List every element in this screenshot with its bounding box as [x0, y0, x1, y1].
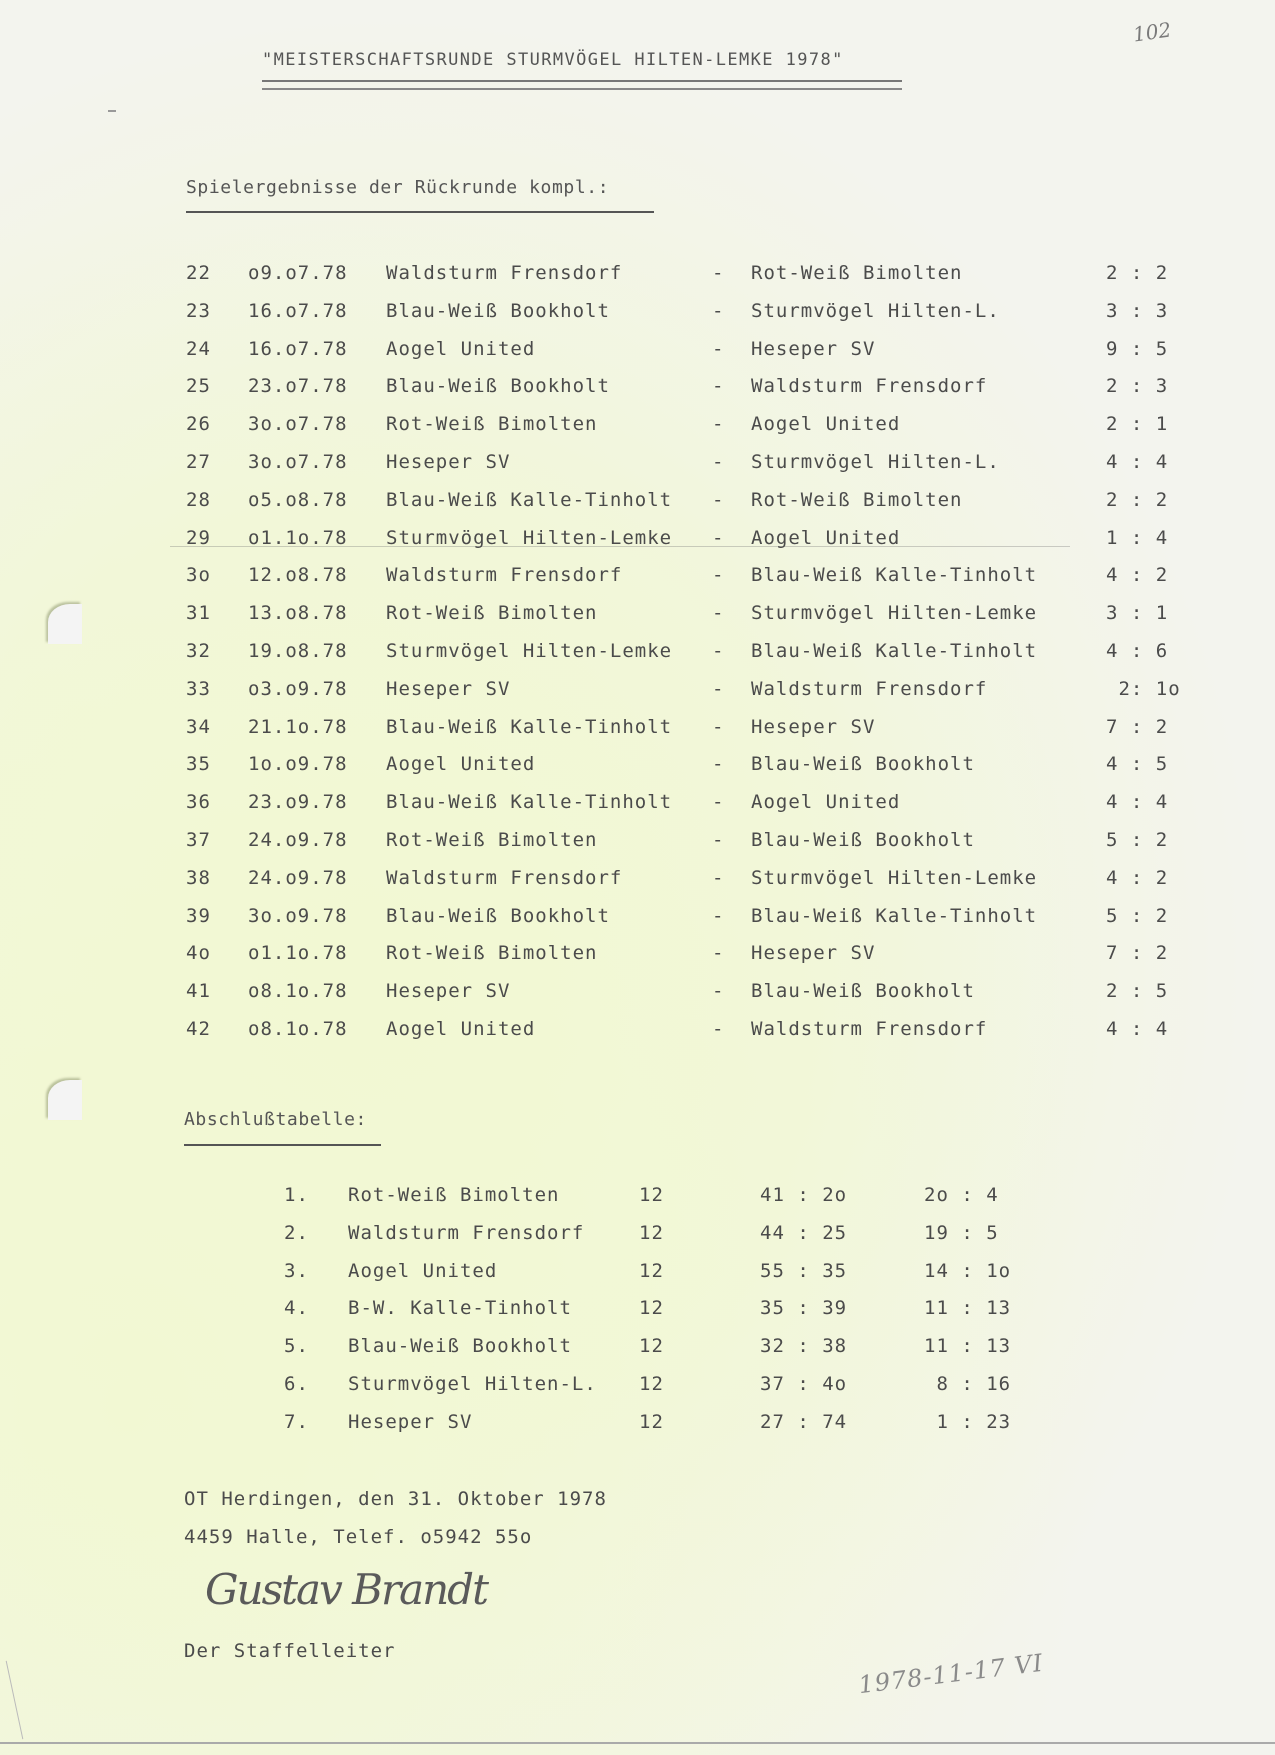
away-team: Sturmvögel Hilten-L. [751, 299, 1000, 322]
away-team: Aogel United [751, 526, 901, 549]
away-team: Blau-Weiß Bookholt [751, 828, 975, 851]
match-number: 41 [186, 980, 211, 1003]
home-team: Aogel United [386, 753, 536, 776]
match-date: 16.o7.78 [248, 299, 348, 322]
versus-dash: - [712, 715, 725, 738]
punch-hole-top [48, 604, 82, 644]
goal-difference: 41 : 2o [760, 1184, 848, 1206]
away-team: Blau-Weiß Kalle-Tinholt [751, 639, 1038, 662]
match-score: 5 : 2 [1106, 904, 1169, 927]
match-score: 3 : 1 [1106, 602, 1169, 625]
standing-rank: 2. [284, 1221, 309, 1244]
match-date: 3o.o9.78 [248, 904, 348, 927]
paper-edge-bottom [0, 1742, 1275, 1744]
match-date: 19.o8.78 [248, 639, 348, 662]
match-number: 36 [186, 791, 211, 814]
standing-team: Waldsturm Frensdorf [348, 1221, 585, 1244]
match-score: 4 : 4 [1106, 450, 1169, 473]
goal-difference: 44 : 25 [760, 1221, 848, 1244]
games-played: 12 [639, 1372, 664, 1395]
match-score: 4 : 4 [1106, 1017, 1169, 1040]
home-team: Heseper SV [386, 450, 511, 473]
match-number: 35 [186, 753, 211, 776]
away-team: Blau-Weiß Kalle-Tinholt [751, 904, 1038, 927]
away-team: Blau-Weiß Bookholt [751, 980, 975, 1003]
home-team: Blau-Weiß Kalle-Tinholt [386, 488, 673, 511]
games-played: 12 [639, 1221, 664, 1244]
match-score: 3 : 3 [1106, 299, 1169, 322]
games-played: 12 [639, 1410, 664, 1433]
games-played: 12 [639, 1259, 664, 1282]
match-number: 28 [186, 488, 211, 511]
match-number: 4o [186, 942, 211, 965]
match-number: 33 [186, 677, 211, 700]
versus-dash: - [712, 904, 725, 927]
match-score: 4 : 6 [1106, 639, 1169, 662]
match-number: 31 [186, 602, 211, 625]
match-date: o8.1o.78 [248, 1017, 348, 1040]
away-team: Blau-Weiß Bookholt [751, 753, 975, 776]
home-team: Aogel United [386, 337, 536, 360]
match-score: 2 : 2 [1106, 488, 1169, 511]
versus-dash: - [712, 828, 725, 851]
standing-team: Blau-Weiß Bookholt [348, 1335, 572, 1358]
match-date: 12.o8.78 [248, 564, 348, 587]
versus-dash: - [712, 791, 725, 814]
away-team: Blau-Weiß Kalle-Tinholt [751, 564, 1038, 587]
away-team: Rot-Weiß Bimolten [751, 262, 963, 284]
home-team: Rot-Weiß Bimolten [386, 413, 598, 436]
goal-difference: 37 : 4o [760, 1372, 848, 1395]
match-date: 23.o9.78 [248, 791, 348, 814]
match-date: 24.o9.78 [248, 866, 348, 889]
match-date: 24.o9.78 [248, 828, 348, 851]
home-team: Aogel United [386, 1017, 536, 1040]
points: 19 : 5 [924, 1221, 999, 1244]
standings-heading: Abschlußtabelle: [184, 1109, 367, 1130]
match-number: 37 [186, 828, 211, 851]
home-team: Rot-Weiß Bimolten [386, 828, 598, 851]
points: 14 : 1o [924, 1259, 1012, 1282]
points: 11 : 13 [924, 1297, 1012, 1320]
versus-dash: - [712, 753, 725, 776]
home-team: Waldsturm Frensdorf [386, 262, 623, 284]
match-date: o9.o7.78 [248, 262, 348, 284]
match-score: 4 : 4 [1106, 791, 1169, 814]
versus-dash: - [712, 639, 725, 662]
home-team: Rot-Weiß Bimolten [386, 942, 598, 965]
match-number: 34 [186, 715, 211, 738]
match-number: 22 [186, 262, 211, 284]
standing-team: B-W. Kalle-Tinholt [348, 1297, 572, 1320]
match-date: 21.1o.78 [248, 715, 348, 738]
match-date: o1.1o.78 [248, 942, 348, 965]
standing-rank: 3. [284, 1259, 309, 1282]
away-team: Waldsturm Frensdorf [751, 677, 988, 700]
away-team: Sturmvögel Hilten-Lemke [751, 602, 1038, 625]
match-score: 4 : 5 [1106, 753, 1169, 776]
goal-difference: 32 : 38 [760, 1335, 848, 1358]
away-team: Aogel United [751, 413, 901, 436]
versus-dash: - [712, 488, 725, 511]
match-date: o3.o9.78 [248, 677, 348, 700]
results-heading-underline [186, 211, 654, 213]
versus-dash: - [712, 299, 725, 322]
away-team: Heseper SV [751, 715, 876, 738]
standings-heading-underline [184, 1144, 381, 1146]
address-line: 4459 Halle, Telef. o5942 55o [184, 1526, 533, 1548]
match-score: 4 : 2 [1106, 866, 1169, 889]
match-number: 24 [186, 337, 211, 360]
match-score: 4 : 2 [1106, 564, 1169, 587]
home-team: Blau-Weiß Kalle-Tinholt [386, 791, 673, 814]
match-number: 32 [186, 639, 211, 662]
match-date: o8.1o.78 [248, 980, 348, 1003]
match-number: 38 [186, 866, 211, 889]
handwritten-archive-date: 1978-11-17 VI [856, 1648, 1045, 1700]
match-number: 27 [186, 450, 211, 473]
match-score: 5 : 2 [1106, 828, 1169, 851]
away-team: Rot-Weiß Bimolten [751, 488, 963, 511]
versus-dash: - [712, 526, 725, 549]
match-date: o1.1o.78 [248, 526, 348, 549]
match-date: 16.o7.78 [248, 337, 348, 360]
standing-rank: 4. [284, 1297, 309, 1320]
paper-edge-left [6, 1661, 24, 1739]
points: 11 : 13 [924, 1335, 1012, 1358]
match-number: 42 [186, 1017, 211, 1040]
versus-dash: - [712, 677, 725, 700]
points: 8 : 16 [924, 1372, 1012, 1395]
games-played: 12 [639, 1297, 664, 1320]
title-double-underline [262, 80, 902, 90]
versus-dash: - [712, 866, 725, 889]
home-team: Rot-Weiß Bimolten [386, 602, 598, 625]
away-team: Sturmvögel Hilten-Lemke [751, 866, 1038, 889]
versus-dash: - [712, 602, 725, 625]
home-team: Heseper SV [386, 980, 511, 1003]
stray-mark [108, 110, 116, 112]
match-number: 25 [186, 375, 211, 398]
home-team: Waldsturm Frensdorf [386, 866, 623, 889]
versus-dash: - [712, 564, 725, 587]
match-number: 26 [186, 413, 211, 436]
match-date: 23.o7.78 [248, 375, 348, 398]
home-team: Waldsturm Frensdorf [386, 564, 623, 587]
versus-dash: - [712, 942, 725, 965]
goal-difference: 27 : 74 [760, 1410, 848, 1433]
home-team: Blau-Weiß Kalle-Tinholt [386, 715, 673, 738]
punch-hole-bottom [48, 1080, 82, 1120]
away-team: Heseper SV [751, 337, 876, 360]
standing-rank: 1. [284, 1184, 309, 1206]
match-score: 2 : 1 [1106, 413, 1169, 436]
document-title: "MEISTERSCHAFTSRUNDE STURMVÖGEL HILTEN-LEMKE 1978" [262, 50, 844, 70]
standing-team: Heseper SV [348, 1410, 473, 1433]
handwritten-signature: Gustav Brandt [205, 1565, 487, 1614]
standing-team: Aogel United [348, 1259, 498, 1282]
home-team: Blau-Weiß Bookholt [386, 299, 610, 322]
results-heading: Spielergebnisse der Rückrunde kompl.: [186, 177, 610, 198]
match-date: o5.o8.78 [248, 488, 348, 511]
match-number: 29 [186, 526, 211, 549]
match-date: 3o.o7.78 [248, 450, 348, 473]
versus-dash: - [712, 375, 725, 398]
match-score: 7 : 2 [1106, 715, 1169, 738]
match-date: 3o.o7.78 [248, 413, 348, 436]
goal-difference: 35 : 39 [760, 1297, 848, 1320]
match-score: 1 : 4 [1106, 526, 1169, 549]
home-team: Sturmvögel Hilten-Lemke [386, 526, 673, 549]
signer-role: Der Staffelleiter [184, 1640, 396, 1662]
home-team: Heseper SV [386, 677, 511, 700]
versus-dash: - [712, 980, 725, 1003]
match-number: 3o [186, 564, 211, 587]
match-score: 2 : 2 [1106, 262, 1169, 284]
place-date-line: OT Herdingen, den 31. Oktober 1978 [184, 1488, 607, 1510]
standing-team: Sturmvögel Hilten-L. [348, 1372, 597, 1395]
match-date: 1o.o9.78 [248, 753, 348, 776]
versus-dash: - [712, 413, 725, 436]
goal-difference: 55 : 35 [760, 1259, 848, 1282]
match-score: 9 : 5 [1106, 337, 1169, 360]
standing-rank: 7. [284, 1410, 309, 1433]
versus-dash: - [712, 337, 725, 360]
versus-dash: - [712, 1017, 725, 1040]
away-team: Heseper SV [751, 942, 876, 965]
match-score: 2: 1o [1106, 677, 1181, 700]
versus-dash: - [712, 450, 725, 473]
games-played: 12 [639, 1335, 664, 1358]
match-score: 2 : 5 [1106, 980, 1169, 1003]
handwritten-page-number: 102 [1131, 17, 1173, 47]
points: 2o : 4 [924, 1184, 999, 1206]
games-played: 12 [639, 1184, 664, 1206]
points: 1 : 23 [924, 1410, 1012, 1433]
away-team: Aogel United [751, 791, 901, 814]
home-team: Blau-Weiß Bookholt [386, 375, 610, 398]
standing-rank: 5. [284, 1335, 309, 1358]
match-score: 2 : 3 [1106, 375, 1169, 398]
match-number: 39 [186, 904, 211, 927]
away-team: Waldsturm Frensdorf [751, 375, 988, 398]
match-score: 7 : 2 [1106, 942, 1169, 965]
home-team: Sturmvögel Hilten-Lemke [386, 639, 673, 662]
standing-rank: 6. [284, 1372, 309, 1395]
home-team: Blau-Weiß Bookholt [386, 904, 610, 927]
versus-dash: - [712, 262, 725, 284]
standing-team: Rot-Weiß Bimolten [348, 1184, 560, 1206]
away-team: Sturmvögel Hilten-L. [751, 450, 1000, 473]
match-number: 23 [186, 299, 211, 322]
match-date: 13.o8.78 [248, 602, 348, 625]
away-team: Waldsturm Frensdorf [751, 1017, 988, 1040]
